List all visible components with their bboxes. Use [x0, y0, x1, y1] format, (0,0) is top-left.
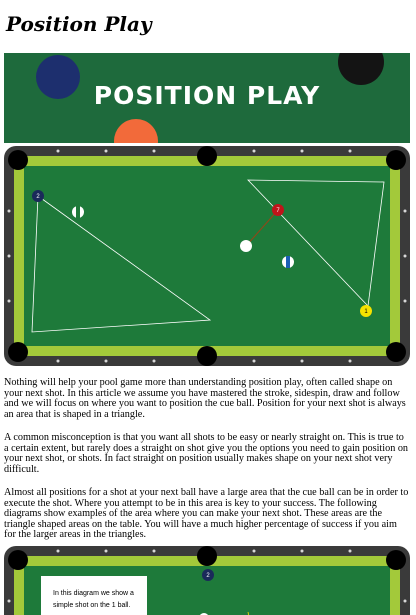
- table-felt: [24, 166, 390, 346]
- ball-2-number: 2: [36, 194, 40, 200]
- ball-1-number: 1: [364, 309, 368, 315]
- paragraph-1: Nothing will help your pool game more than understanding position play, often called shape on your next shot. In this article we assume you have mastered the stroke, sidespin, draw and follow and we will focus on where you want to position the cue ball. Position for your next shot is always an area that is shaped in a triangle.: [4, 377, 406, 420]
- position-play-banner: [4, 53, 410, 143]
- paragraph-3: Almost all positions for a shot at your next ball have a large area that the cue ball can be in order to execute the shot. Where you attempt to be in this area is key to your success. The following diagrams show examples of the area where you can make your next shot. These areas are the triangle shaped areas on the table. You will have a much higher percentage of success if you aim for the larger areas in the triangles.: [4, 487, 409, 541]
- striped-ball-left-stripe: [76, 206, 80, 218]
- cue-ball: [240, 240, 252, 252]
- banner-title: POSITION PLAY: [93, 81, 321, 110]
- pool-table-diagram: [4, 146, 410, 366]
- orange-ball-graphic: [114, 119, 158, 143]
- page-title: Position Play: [6, 12, 152, 36]
- paragraph-2: A common misconception is that you want all shots to be easy or nearly straight on. This is true to a certain extent, but rarely does a straight on shot give you the options you need to gain position on your next shot, or shots. In fact straight on position usually makes shape on your next shot very difficult.: [4, 432, 409, 475]
- table2-ball-2-number: 2: [206, 573, 210, 579]
- ball-7-number: 7: [276, 208, 280, 214]
- diagram2-caption: In this diagram we show a simple shot on the 1 ball.: [41, 576, 147, 615]
- striped-ball-right-stripe: [286, 256, 290, 268]
